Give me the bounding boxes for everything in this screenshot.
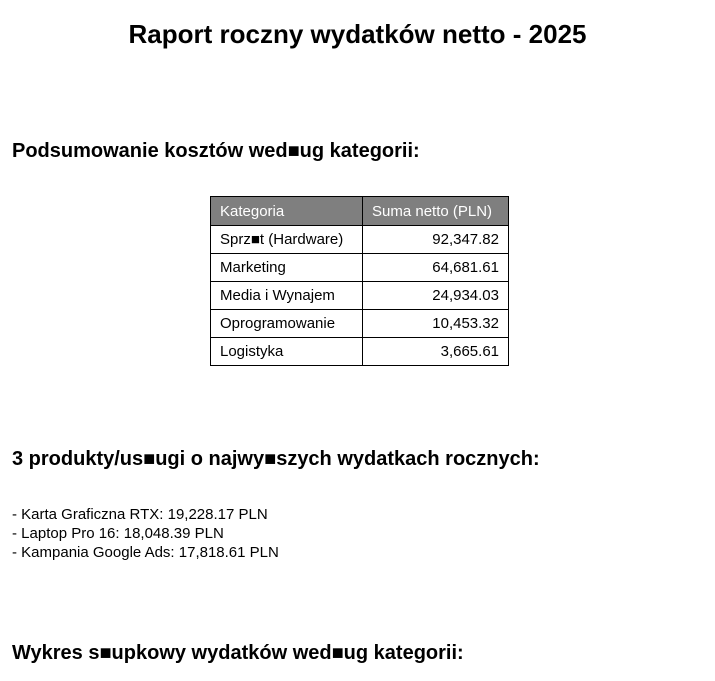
net-sum-cell: 10,453.32 — [363, 310, 509, 338]
net-sum-cell: 64,681.61 — [363, 254, 509, 282]
list-item: - Kampania Google Ads: 17,818.61 PLN — [12, 544, 279, 561]
category-cell: Logistyka — [211, 338, 363, 366]
net-sum-cell: 3,665.61 — [363, 338, 509, 366]
category-cell: Sprz■t (Hardware) — [211, 226, 363, 254]
list-item: - Karta Graficzna RTX: 19,228.17 PLN — [12, 506, 268, 523]
chart-section-heading: Wykres s■upkowy wydatków wed■ug kategorii: — [12, 642, 464, 664]
table-row — [211, 226, 509, 254]
page-title: Raport roczny wydatków netto - 2025 — [128, 19, 587, 49]
table-row — [211, 310, 509, 338]
column-header-category: Kategoria — [211, 197, 363, 226]
category-cell: Oprogramowanie — [211, 310, 363, 338]
table-header-row — [211, 197, 509, 226]
top-products-list — [12, 505, 279, 562]
table-row — [211, 254, 509, 282]
column-header-net-sum: Suma netto (PLN) — [363, 197, 509, 226]
list-item: - Laptop Pro 16: 18,048.39 PLN — [12, 525, 224, 542]
table-row — [211, 338, 509, 366]
summary-heading: Podsumowanie kosztów wed■ug kategorii: — [12, 140, 420, 162]
category-cost-table — [210, 196, 509, 366]
net-sum-cell: 24,934.03 — [363, 282, 509, 310]
category-cell: Marketing — [211, 254, 363, 282]
top-products-heading: 3 produkty/us■ugi o najwy■szych wydatkach rocznych: — [12, 448, 540, 470]
net-sum-cell: 92,347.82 — [363, 226, 509, 254]
table-row — [211, 282, 509, 310]
category-cell: Media i Wynajem — [211, 282, 363, 310]
